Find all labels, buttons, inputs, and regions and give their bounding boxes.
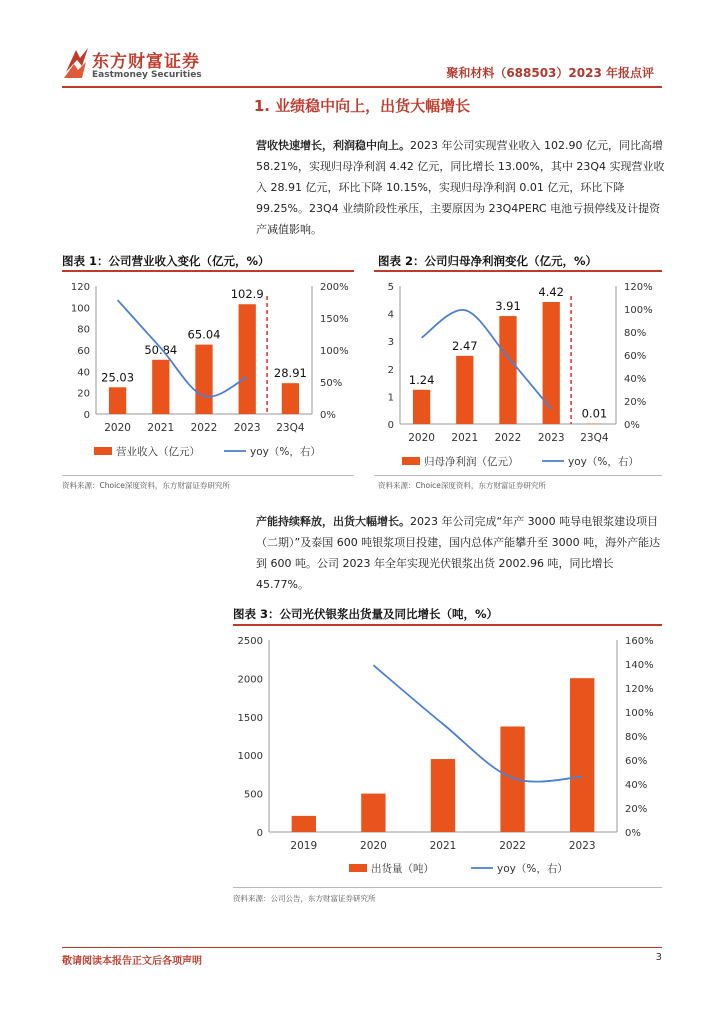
- y2-tick-label: 120%: [625, 684, 654, 695]
- x-tick-label: 2021: [147, 422, 175, 434]
- data-label: 65.04: [187, 327, 221, 342]
- y-tick-label: 3: [387, 337, 394, 349]
- x-tick-label: 2022: [190, 422, 218, 434]
- x-tick-label: 2020: [408, 432, 435, 444]
- legend-label-bar: 营业收入（亿元）: [116, 446, 200, 458]
- report-title: 聚和材料（688503）2023 年报点评: [446, 66, 654, 80]
- figure-3-source: 资料来源：公司公告，东方财富证券研究所: [233, 894, 376, 903]
- bar: [282, 383, 299, 414]
- y-tick-label: 2: [387, 364, 394, 376]
- chart-net-profit: [374, 274, 664, 474]
- legend-swatch-bar: [94, 447, 112, 455]
- x-tick-label: 2022: [494, 432, 522, 444]
- data-label: 1.24: [408, 372, 435, 387]
- bar: [570, 678, 594, 832]
- figure-2-source: 资料来源：Choice深度资料，东方财富证券研究所: [378, 481, 546, 490]
- x-tick-label: 23Q4: [276, 422, 305, 434]
- x-tick-label: 2023: [537, 432, 565, 444]
- eastmoney-logo-icon: [62, 44, 92, 84]
- paragraph-body: 2023 年公司实现营业收入 102.90 亿元，同比高增 58.21%，实现归母净利润 4.42 亿元，同比增长 13.00%，其中 23Q4 实现营业收入 28.91 亿元，环比下降 10.15%，实现归母净利润 0.01 亿元，环比下降 99.25%。23Q4 业绩阶段性承压，主要原因为 23Q4PERC 电池亏损停线及计提资产减值影响。: [256, 139, 665, 236]
- footer-disclaimer: 敬请阅读本报告正文后各项声明: [62, 956, 202, 967]
- legend-label-bar: 出货量（吨）: [371, 863, 434, 875]
- bar: [152, 360, 169, 414]
- bar: [500, 726, 524, 832]
- y2-tick-label: 80%: [624, 328, 647, 339]
- y2-tick-label: 60%: [625, 756, 648, 767]
- page-number: 3: [655, 952, 662, 963]
- y-tick-label: 20: [77, 388, 90, 400]
- bar: [431, 759, 455, 832]
- bar: [361, 794, 385, 832]
- yoy-line: [422, 310, 552, 409]
- y2-tick-label: 140%: [625, 660, 654, 671]
- y2-tick-label: 40%: [625, 780, 648, 791]
- paragraph-shipment: [256, 511, 666, 595]
- bar: [456, 356, 473, 424]
- brand-name-cn: 东方财富证券: [92, 52, 200, 72]
- data-label: 0.01: [581, 406, 608, 421]
- y2-tick-label: 0%: [625, 828, 641, 839]
- x-tick-label: 2021: [451, 432, 479, 444]
- yoy-line: [118, 300, 248, 397]
- y-tick-label: 2500: [237, 636, 263, 647]
- yoy-line: [373, 665, 582, 781]
- data-label: 25.03: [101, 370, 135, 385]
- data-label: 50.84: [144, 342, 178, 357]
- legend-label-line: yoy（%，右）: [250, 446, 321, 458]
- y-tick-label: 5: [387, 282, 394, 293]
- chart-revenue: [62, 274, 358, 474]
- data-label: 4.42: [538, 285, 565, 300]
- section-title: 1. 业绩稳中向上，出货大幅增长: [253, 97, 471, 115]
- y-tick-label: 1: [387, 392, 394, 404]
- legend-swatch-bar: [349, 864, 367, 872]
- figure-1-title: 图表 1：公司营业收入变化（亿元，%）: [62, 254, 270, 268]
- brand-name-en: Eastmoney Securities: [92, 70, 202, 80]
- y-tick-label: 40: [77, 367, 90, 379]
- x-tick-label: 2020: [104, 422, 131, 434]
- y-tick-label: 100: [70, 303, 90, 315]
- x-tick-label: 2023: [568, 840, 596, 852]
- figure-3-title: 图表 3：公司光伏银浆出货量及同比增长（吨，%）: [233, 607, 499, 621]
- data-label: 102.9: [230, 287, 264, 302]
- y2-tick-label: 0%: [320, 410, 336, 421]
- y-tick-label: 80: [77, 324, 90, 336]
- y2-tick-label: 100%: [625, 708, 654, 719]
- footer-divider: [62, 947, 662, 948]
- legend-label-line: yoy（%，右）: [497, 863, 568, 875]
- data-label: 2.47: [451, 338, 478, 353]
- y2-tick-label: 50%: [320, 378, 343, 389]
- x-tick-label: 2023: [233, 422, 261, 434]
- y2-tick-label: 80%: [625, 732, 648, 743]
- y2-tick-label: 20%: [624, 397, 647, 408]
- x-tick-label: 2020: [360, 840, 387, 852]
- x-tick-label: 2019: [290, 840, 318, 852]
- figure-1-source: 资料来源：Choice深度资料，东方财富证券研究所: [62, 481, 230, 490]
- y2-tick-label: 100%: [320, 346, 349, 357]
- legend-label-line: yoy（%，右）: [568, 456, 639, 468]
- bar: [109, 387, 126, 414]
- y-tick-label: 120: [70, 282, 90, 293]
- x-tick-label: 23Q4: [580, 432, 609, 444]
- y-tick-label: 500: [243, 789, 263, 801]
- figure-1-rule: [62, 270, 354, 272]
- y-tick-label: 2000: [237, 674, 263, 686]
- figure-3-bottom-rule: [233, 887, 662, 888]
- bar: [292, 816, 316, 832]
- legend-label-bar: 归母净利润（亿元）: [424, 456, 519, 468]
- y2-tick-label: 120%: [624, 282, 653, 293]
- figure-3-rule: [233, 624, 662, 626]
- bar: [499, 316, 516, 424]
- y-tick-label: 0: [83, 410, 90, 421]
- figure-2-title: 图表 2：公司归母净利润变化（亿元，%）: [378, 254, 598, 268]
- bar: [195, 345, 212, 414]
- y-tick-label: 60: [77, 346, 90, 357]
- y2-tick-label: 0%: [624, 420, 640, 431]
- data-label: 28.91: [273, 366, 307, 381]
- y2-tick-label: 20%: [625, 804, 648, 815]
- y2-tick-label: 40%: [624, 374, 647, 385]
- bar: [543, 302, 560, 424]
- y-tick-label: 1500: [237, 712, 263, 724]
- x-tick-label: 2022: [499, 840, 526, 852]
- y2-tick-label: 200%: [320, 282, 349, 293]
- header-divider: [62, 86, 662, 88]
- paragraph-lead: 产能持续释放，出货大幅增长。: [256, 515, 410, 528]
- figure-2-rule: [374, 270, 662, 272]
- y2-tick-label: 160%: [625, 636, 654, 647]
- y-tick-label: 0: [387, 420, 394, 431]
- x-tick-label: 2021: [429, 840, 457, 852]
- y2-tick-label: 60%: [624, 351, 647, 362]
- figure-2-bottom-rule: [374, 475, 662, 476]
- paragraph-revenue: [256, 135, 666, 240]
- paragraph-body: 2023 年公司完成“年产 3000 吨导电银浆建设项目（二期）”及泰国 600 吨银浆项目投建，国内总体产能攀升至 3000 吨，海外产能达到 600 吨。公司 2023 年全年实现光伏银浆出货 2002.96 吨，同比增长 45.77%。: [256, 515, 661, 591]
- data-label: 3.91: [495, 299, 521, 314]
- legend-swatch-bar: [402, 457, 420, 465]
- chart-shipment: [233, 628, 663, 886]
- y-tick-label: 0: [256, 828, 263, 839]
- bar: [413, 390, 430, 424]
- paragraph-lead: 营收快速增长，利润稳中向上。: [256, 139, 410, 152]
- y2-tick-label: 100%: [624, 305, 653, 316]
- y-tick-label: 4: [387, 309, 394, 321]
- y2-tick-label: 150%: [320, 314, 349, 325]
- bar: [239, 304, 256, 414]
- figure-1-bottom-rule: [62, 475, 354, 476]
- y-tick-label: 1000: [237, 751, 263, 763]
